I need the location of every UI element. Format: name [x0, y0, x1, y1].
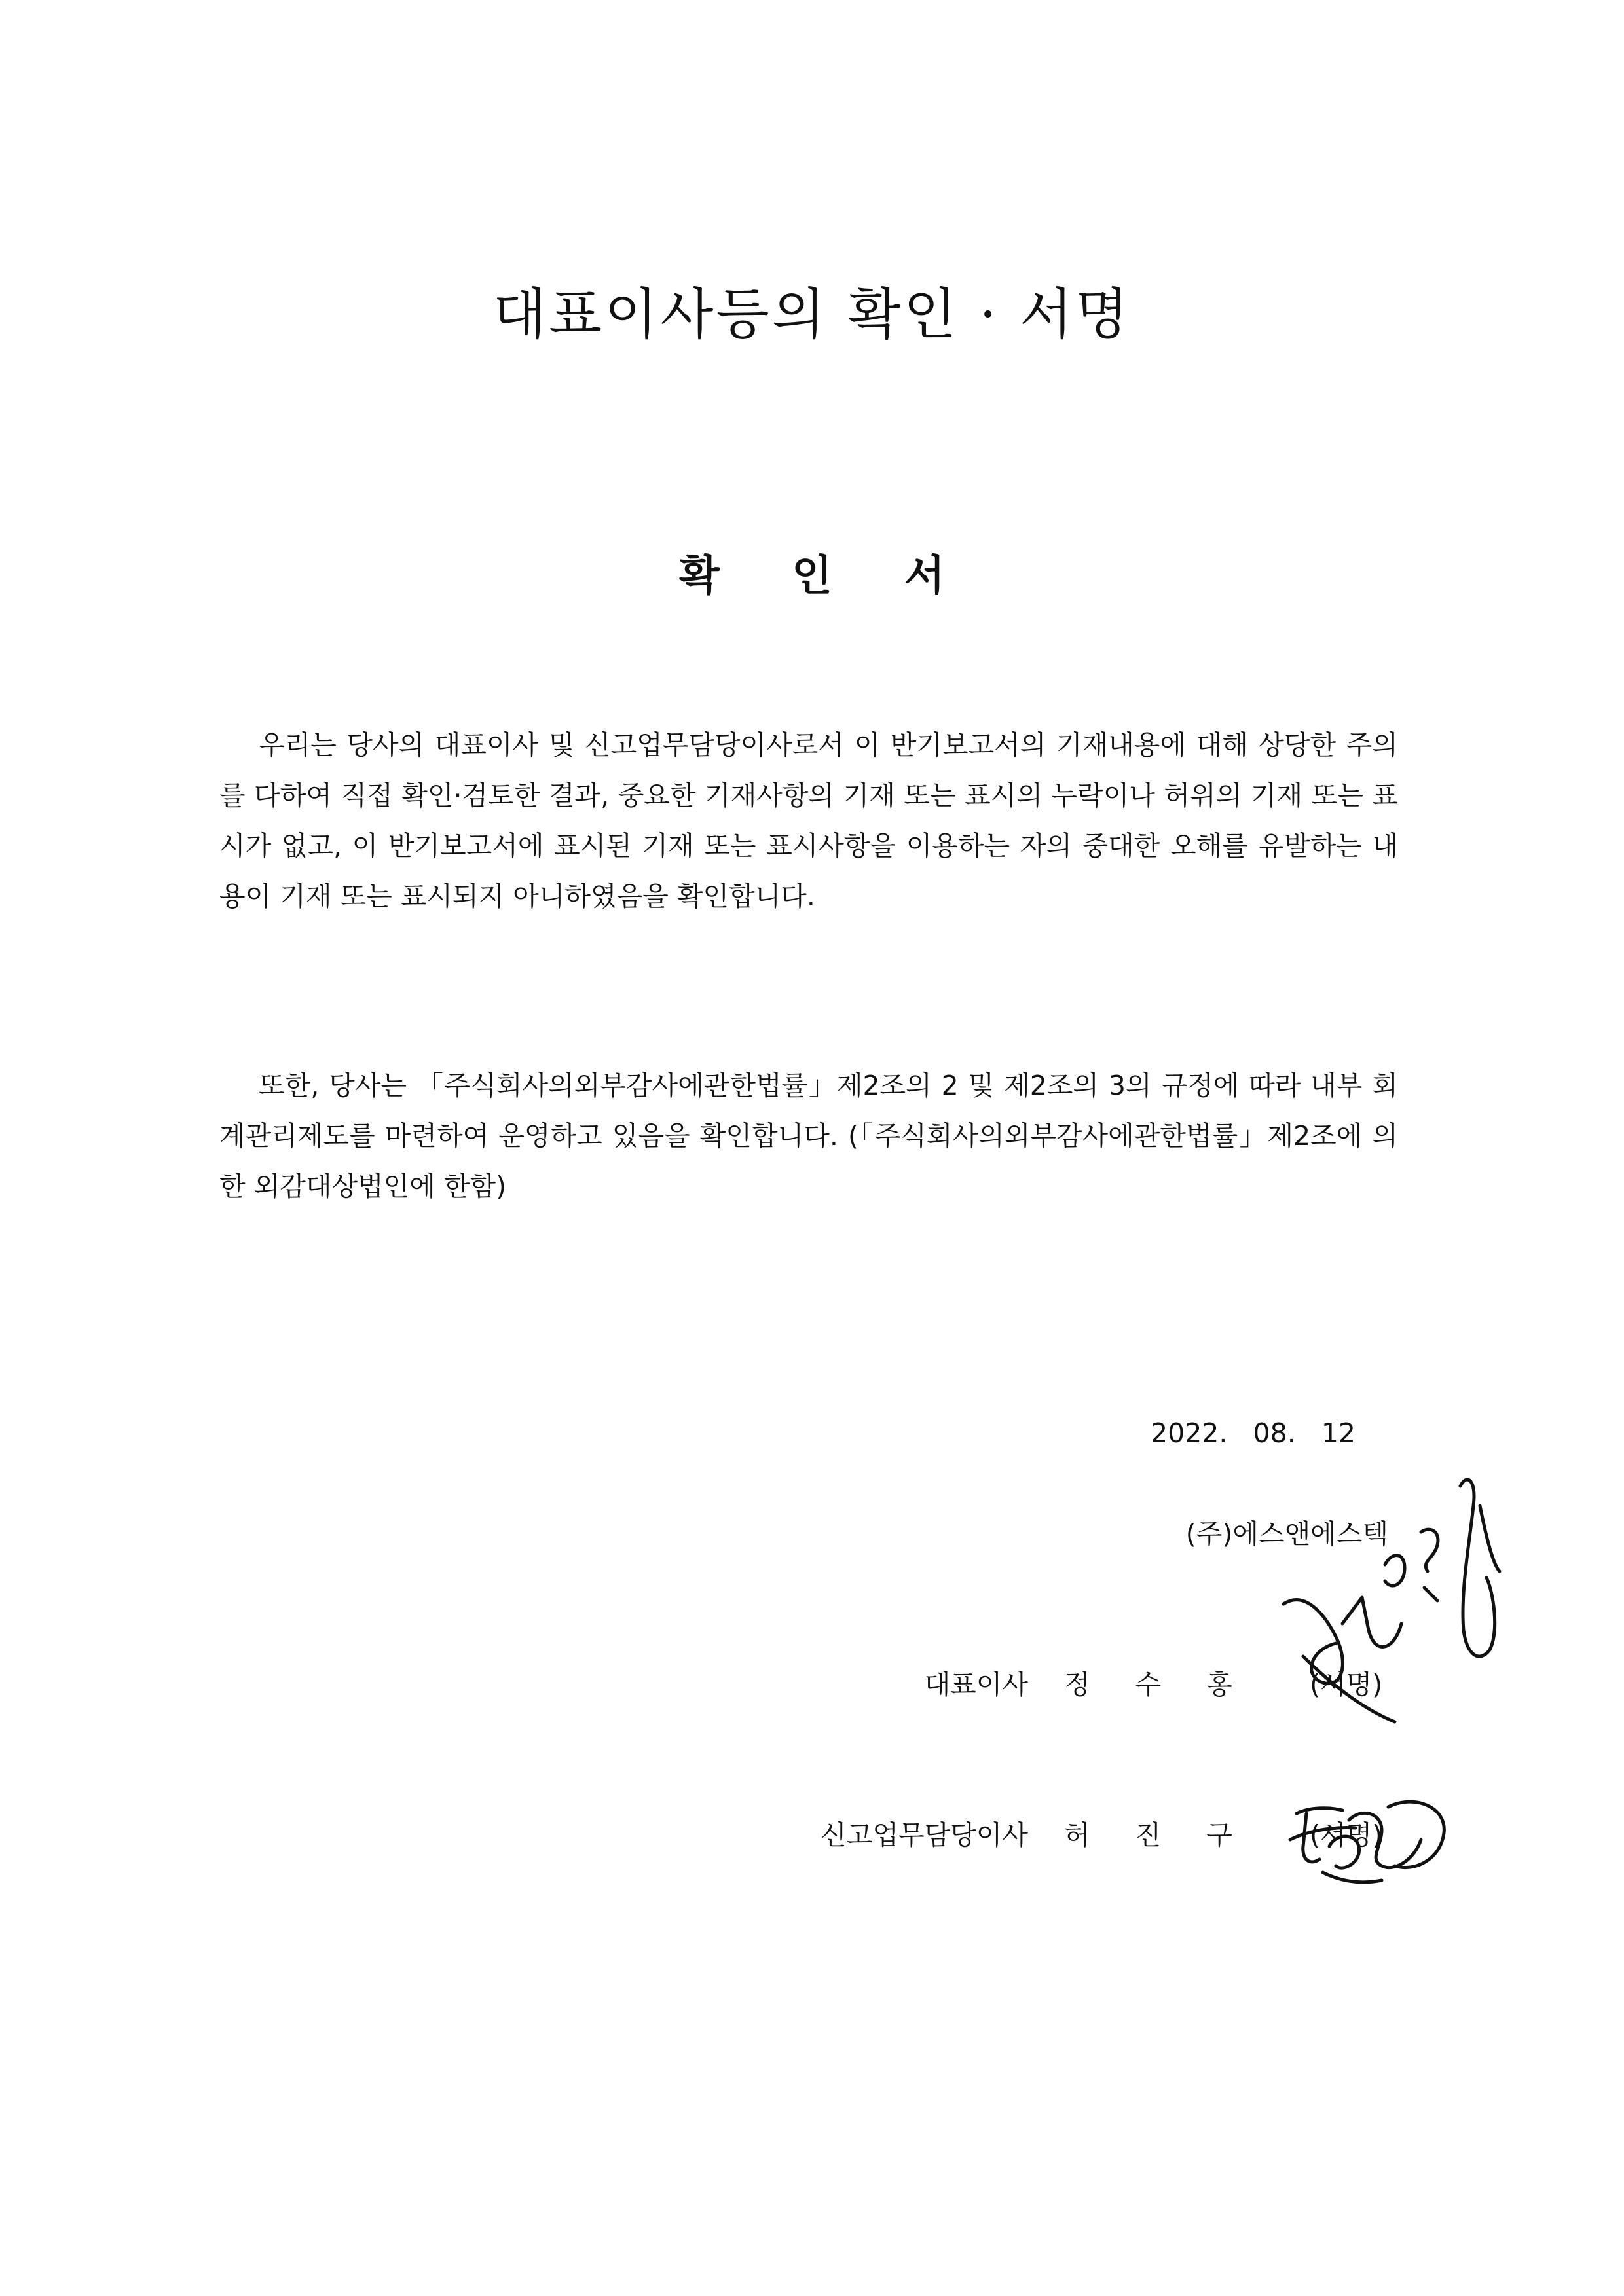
signature-label: (서명) — [1310, 1669, 1383, 1700]
signatory-name: 허 진 구 — [1064, 1819, 1251, 1851]
document-title: 대표이사등의 확인 · 서명 — [492, 282, 1132, 346]
ceo-handwritten-signature — [1264, 1460, 1539, 1741]
internal-control-paragraph: 또한, 당사는 「주식회사의외부감사에관한법률」제2조의 2 및 제2조의 3의 규정에 따라 내부 회계관리제도를 마련하여 운영하고 있음을 확인합니다. (「주식회사의외부감사에관한법률」제2조에 의한 외감대상법인에 한함) — [219, 1070, 1398, 1202]
confirmation-paragraph: 우리는 당사의 대표이사 및 신고업무담당이사로서 이 반기보고서의 기재내용에 대해 상당한 주의를 다하여 직접 확인·검토한 결과, 중요한 기재사항의 기재 또는 표시의 누락이나 허위의 기재 또는 표시가 없고, 이 반기보고서에 표시된 기재 또는 표시사항을 이용하는 자의 중대한 오해를 유발하는 내용이 기재 또는 표시되지 아니하였음을 확인합니다. — [219, 729, 1398, 912]
signatory-role: 신고업무담당이사 — [821, 1819, 1028, 1851]
signature-label: (서명) — [1310, 1819, 1383, 1851]
signatory-name: 정 수 홍 — [1064, 1669, 1251, 1700]
document-date: 2022. 08. 12 — [1151, 1417, 1356, 1449]
company-name: (주)에스앤에스텍 — [1185, 1518, 1388, 1550]
signatory-role: 대표이사 — [924, 1669, 1028, 1700]
document-subtitle: 확 인 서 — [678, 552, 974, 600]
